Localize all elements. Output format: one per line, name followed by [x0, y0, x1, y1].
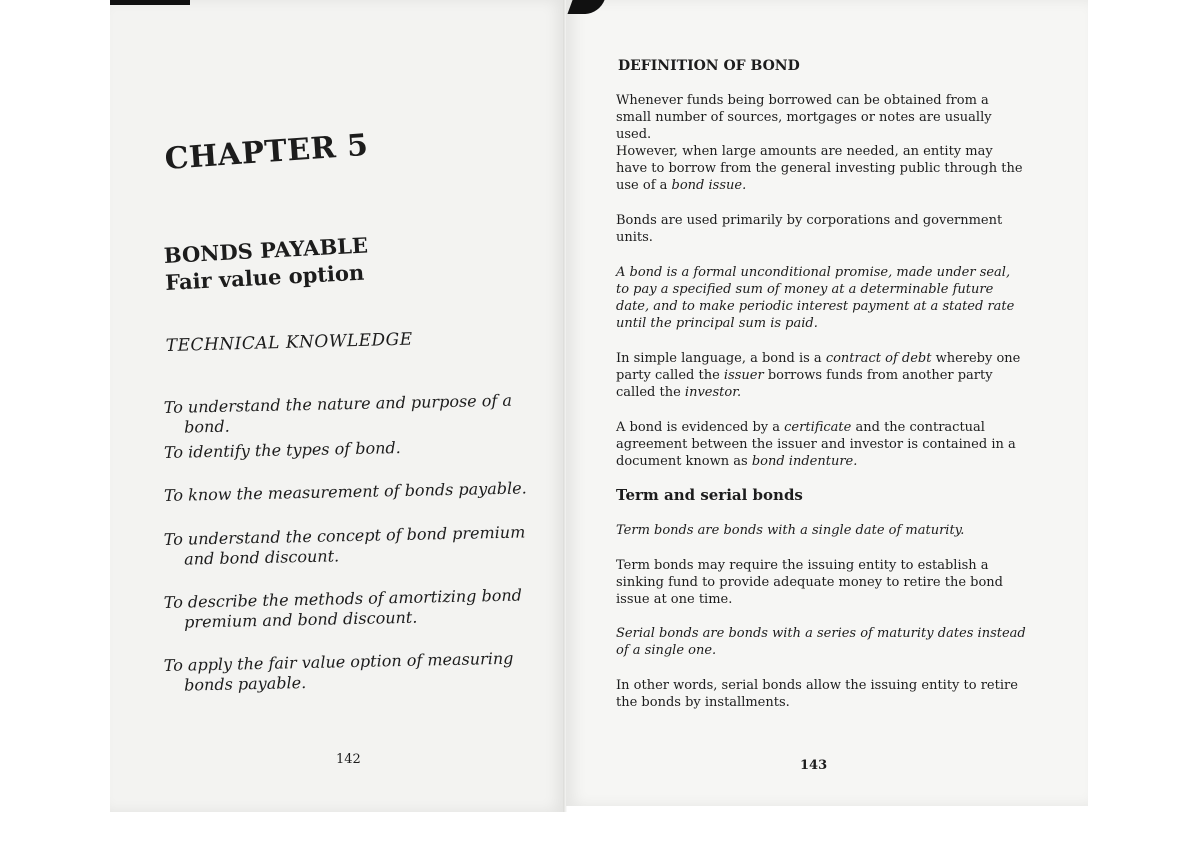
paragraph [616, 350, 1026, 401]
paragraph: Whenever funds being borrowed can be obtained from a small number of sources, mortgages or notes are usually used. [616, 93, 992, 142]
emphasis-text: bond issue. [671, 178, 747, 193]
emphasis-text: contract of debt [825, 351, 932, 366]
section-title [163, 231, 370, 296]
scan-edge-left [110, 0, 190, 5]
paragraph [616, 419, 1026, 470]
paragraph: Bonds are used primarily by corporations and government units. [616, 213, 1003, 245]
page-number-left: 142 [336, 752, 361, 767]
paragraph-text: In simple language, a bond is a [616, 351, 826, 366]
paragraph-text: A bond is evidenced by a [616, 420, 785, 435]
paragraph-text: whereby one party called the [616, 351, 1021, 383]
objective-item: To understand the concept of bond premium and bond discount. [163, 522, 526, 569]
emphasis-text: issuer [723, 368, 764, 383]
chapter-title: CHAPTER 5 [163, 127, 370, 177]
paragraph-text: borrows funds from another party called the [616, 368, 993, 400]
definition-heading: DEFINITION OF BOND [618, 58, 800, 74]
bond-definition-paragraph: A bond is a formal unconditional promise, made under seal, to pay a specified sum of money at a determinable future date, and to make periodic interest payment at a stated rate until the principal sum is paid. [616, 265, 1015, 331]
objective-item: To apply the fair value option of measuring bonds payable. [163, 648, 514, 695]
section-title-text: BONDS PAYABLE [163, 232, 369, 269]
paragraph: Term bonds are bonds with a single date of maturity. [616, 523, 965, 538]
paragraph: Term bonds may require the issuing entity to establish a sinking fund to provide adequate money to retire the bond issue at one time. [616, 558, 1004, 607]
emphasis-text: bond indenture. [751, 454, 858, 469]
objective-item: To understand the nature and purpose of a bond. [163, 390, 513, 437]
paragraph-text: However, when large amounts are needed, an entity may have to borrow from the general investing public through the use of a [616, 144, 1023, 193]
emphasis-text: investor. [684, 385, 742, 400]
term-serial-heading: Term and serial bonds [616, 486, 803, 504]
objective-item: To identify the types of bond. [163, 438, 401, 462]
emphasis-text: certificate [784, 420, 852, 435]
objective-item: To describe the methods of amortizing bond premium and bond discount. [163, 585, 523, 632]
page-number-right: 143 [800, 758, 828, 773]
paragraph [616, 143, 1026, 194]
paragraph: In other words, serial bonds allow the issuing entity to retire the bonds by installments. [616, 678, 1018, 710]
paragraph: Serial bonds are bonds with a series of maturity dates instead of a single one. [616, 626, 1026, 658]
section-subtitle: Fair value option [164, 259, 365, 296]
paragraph-text: and the contractual agreement between the issuer and investor is contained in a document known as [616, 420, 1016, 469]
objective-item: To know the measurement of bonds payable. [163, 478, 527, 505]
technical-knowledge-heading: TECHNICAL KNOWLEDGE [165, 329, 413, 356]
